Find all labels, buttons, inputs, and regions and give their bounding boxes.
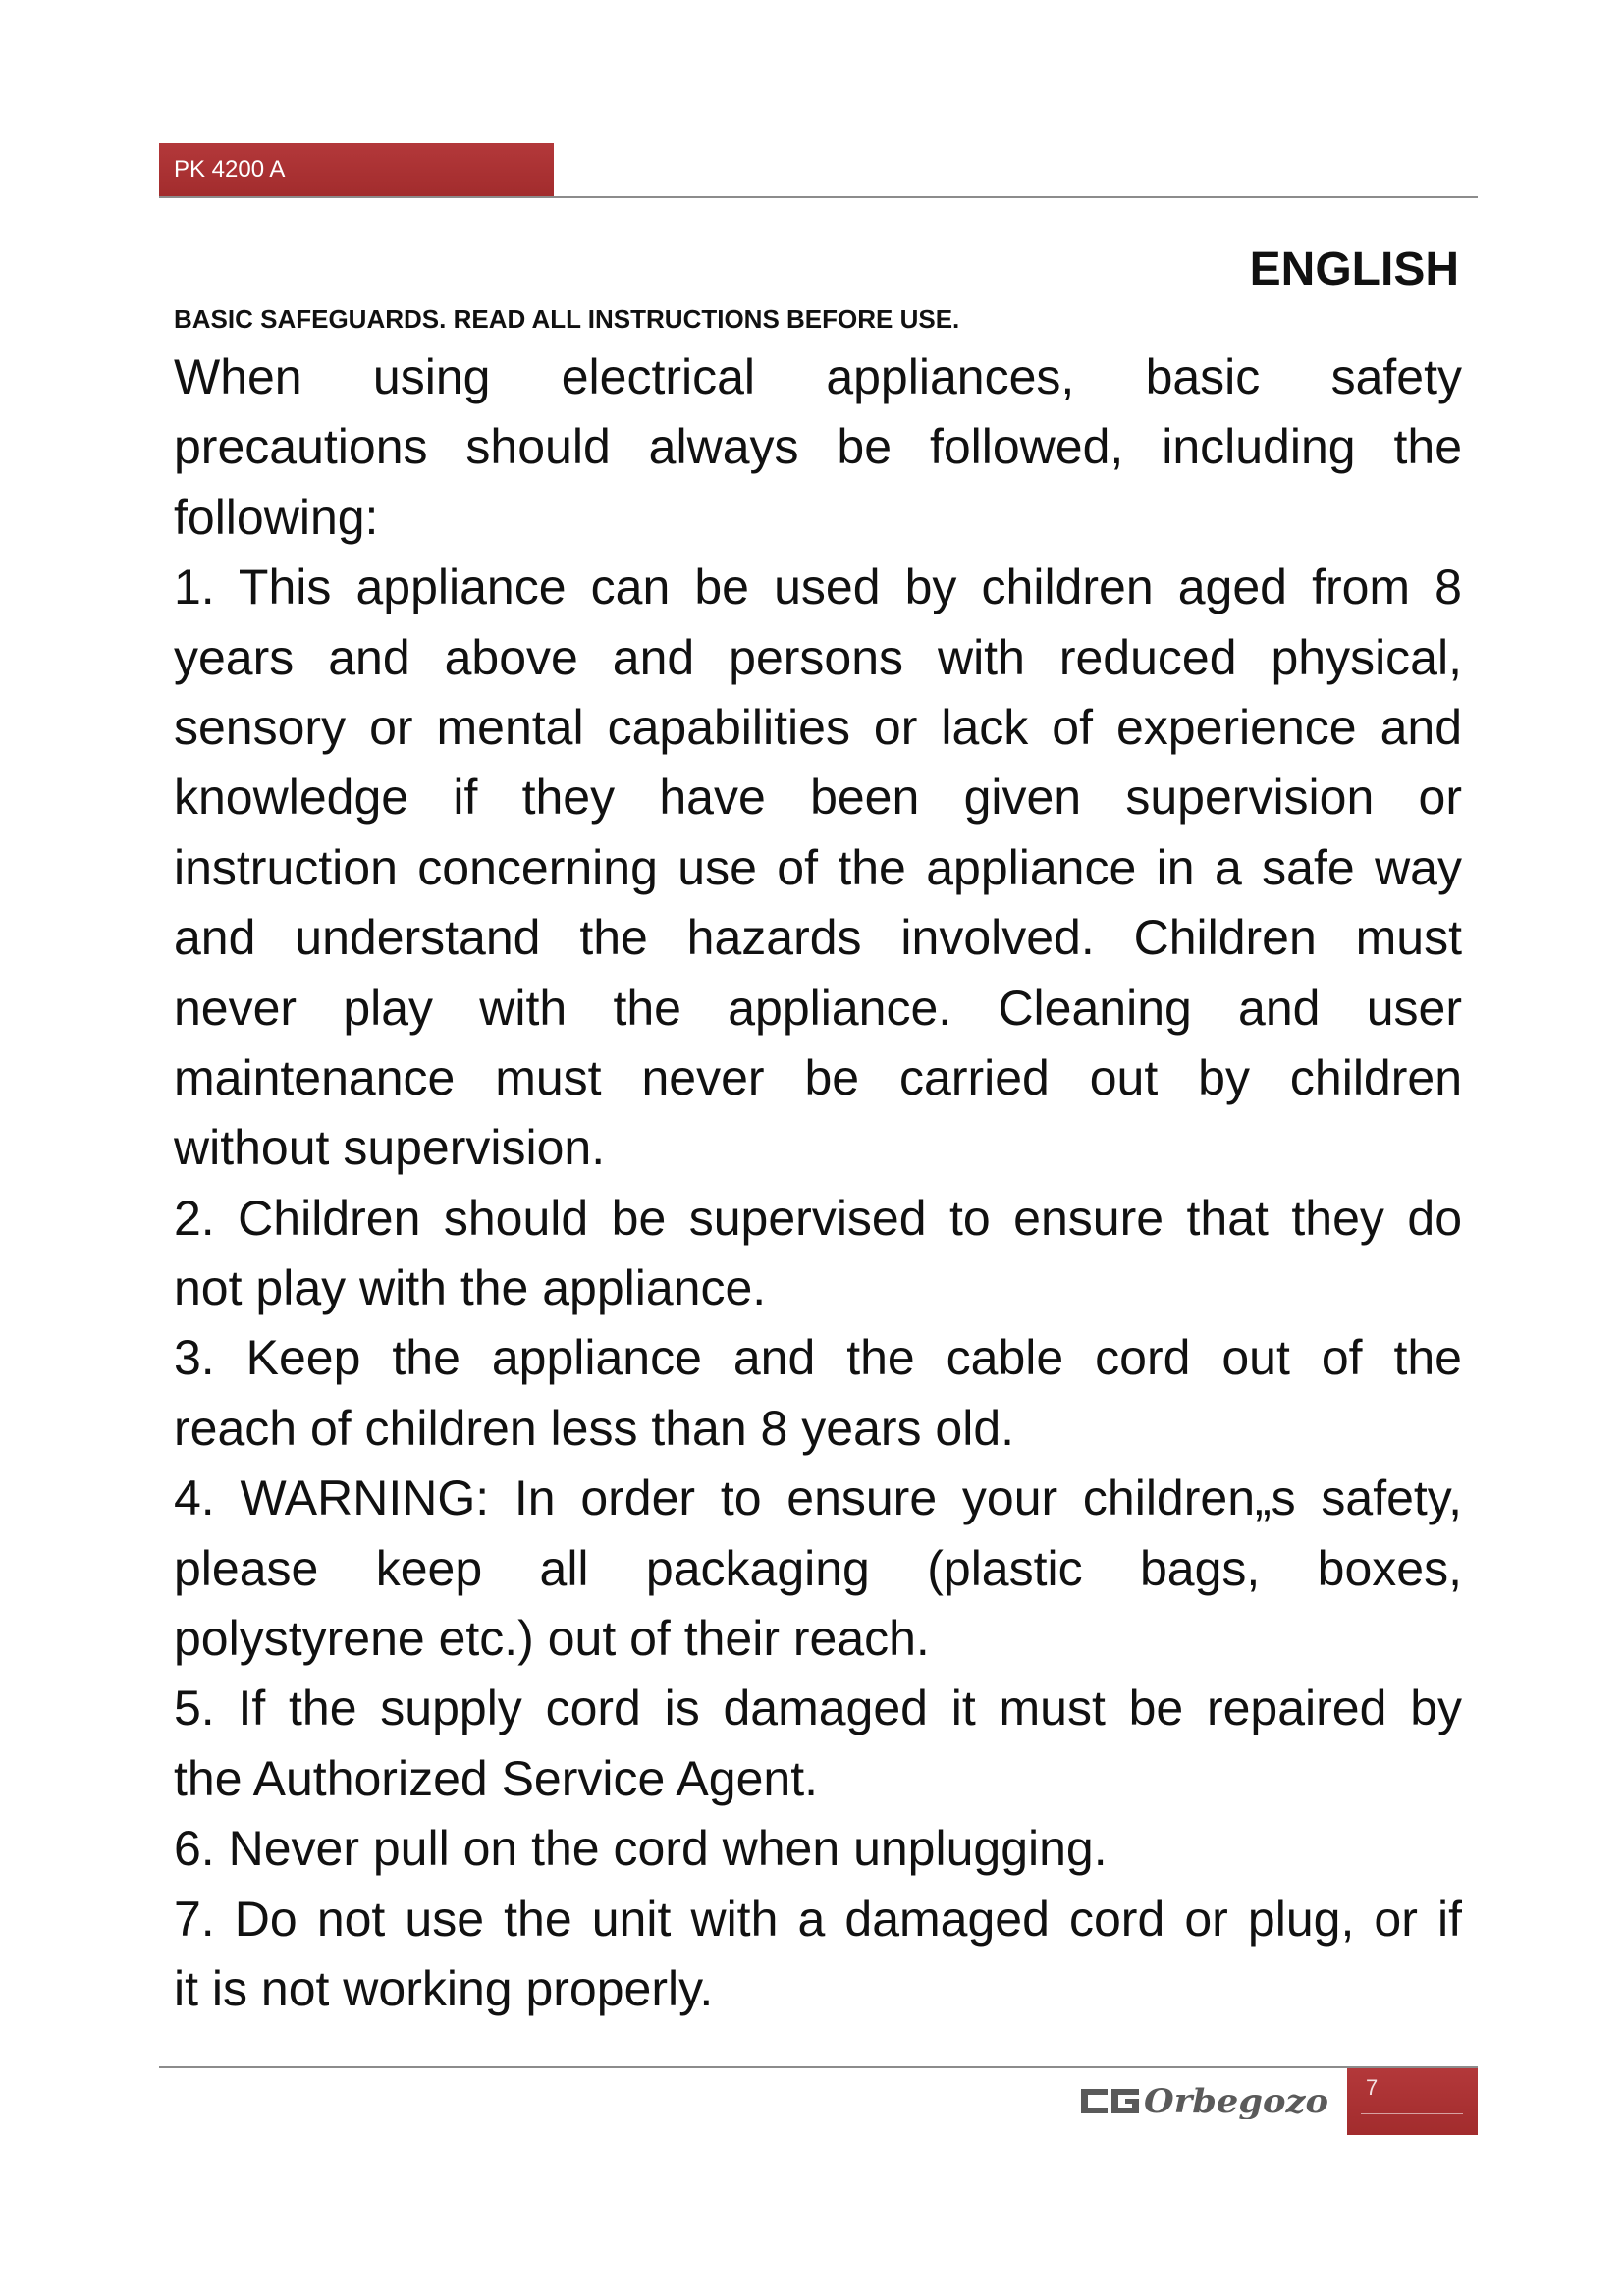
header-rule (159, 196, 1478, 198)
paragraph-intro (174, 343, 1462, 553)
paragraph-item-7 (174, 1885, 1462, 2025)
footer-rule (159, 2066, 1478, 2068)
text-line: not play with the appliance. (174, 1260, 767, 1316)
paragraph-item-3 (174, 1323, 1462, 1464)
text-line: 3. Keep the appliance and the cable cord out of the (174, 1330, 1462, 1386)
text-line: When using electrical appliances, basic safety (174, 349, 1462, 404)
text-line: without supervision. (174, 1120, 606, 1176)
cg-mark-icon (1081, 2089, 1139, 2113)
text-line: 2. Children should be supervised to ensure that they do (174, 1190, 1462, 1246)
brand-wordmark: Orbegozo (1144, 2082, 1328, 2119)
text-line: knowledge if they have been given supervision or (174, 770, 1462, 826)
text-line: the Authorized Service Agent. (174, 1750, 818, 1806)
text-line: polystyrene etc.) out of their reach. (174, 1611, 930, 1667)
text-line: reach of children less than 8 years old. (174, 1400, 1015, 1456)
text-line: 1. This appliance can be used by children aged from 8 (174, 560, 1462, 615)
model-label: PK 4200 A (174, 156, 286, 183)
text-line: precautions should always be followed, including the (174, 419, 1462, 475)
text-line: instruction concerning use of the appliance in a safe way (174, 839, 1462, 895)
text-line: years and above and persons with reduced physical, (174, 629, 1462, 685)
page-number-box (1347, 2068, 1478, 2135)
paragraph-item-5 (174, 1674, 1462, 1814)
header-model-bar (159, 143, 554, 196)
paragraph-item-4 (174, 1464, 1462, 1674)
language-heading: ENGLISH (1249, 243, 1459, 295)
text-line: and understand the hazards involved. Children must (174, 910, 1462, 966)
text-line: 7. Do not use the unit with a damaged cord or plug, or if (174, 1891, 1462, 1947)
page-number-underline (1361, 2113, 1463, 2114)
safeguards-heading: BASIC SAFEGUARDS. READ ALL INSTRUCTIONS BEFORE USE. (174, 304, 960, 334)
text-line: sensory or mental capabilities or lack of experience and (174, 699, 1462, 755)
text-line: 6. Never pull on the cord when unplugging. (174, 1821, 1108, 1877)
text-line: please keep all packaging (plastic bags, boxes, (174, 1540, 1462, 1596)
text-line: it is not working properly. (174, 1960, 714, 2016)
text-line: following: (174, 489, 379, 545)
page-number: 7 (1366, 2075, 1379, 2100)
paragraph-item-1 (174, 553, 1462, 1184)
orbegozo-logo (1081, 2082, 1329, 2119)
text-line: 5. If the supply cord is damaged it must be repaired by (174, 1681, 1462, 1736)
text-line: 4. WARNING: In order to ensure your children„s safety, (174, 1470, 1462, 1526)
text-line: never play with the appliance. Cleaning and user (174, 980, 1462, 1036)
paragraph-item-6 (174, 1814, 1462, 1884)
paragraph-item-2 (174, 1184, 1462, 1324)
text-line: maintenance must never be carried out by children (174, 1049, 1462, 1105)
instructions-body (174, 343, 1462, 2024)
